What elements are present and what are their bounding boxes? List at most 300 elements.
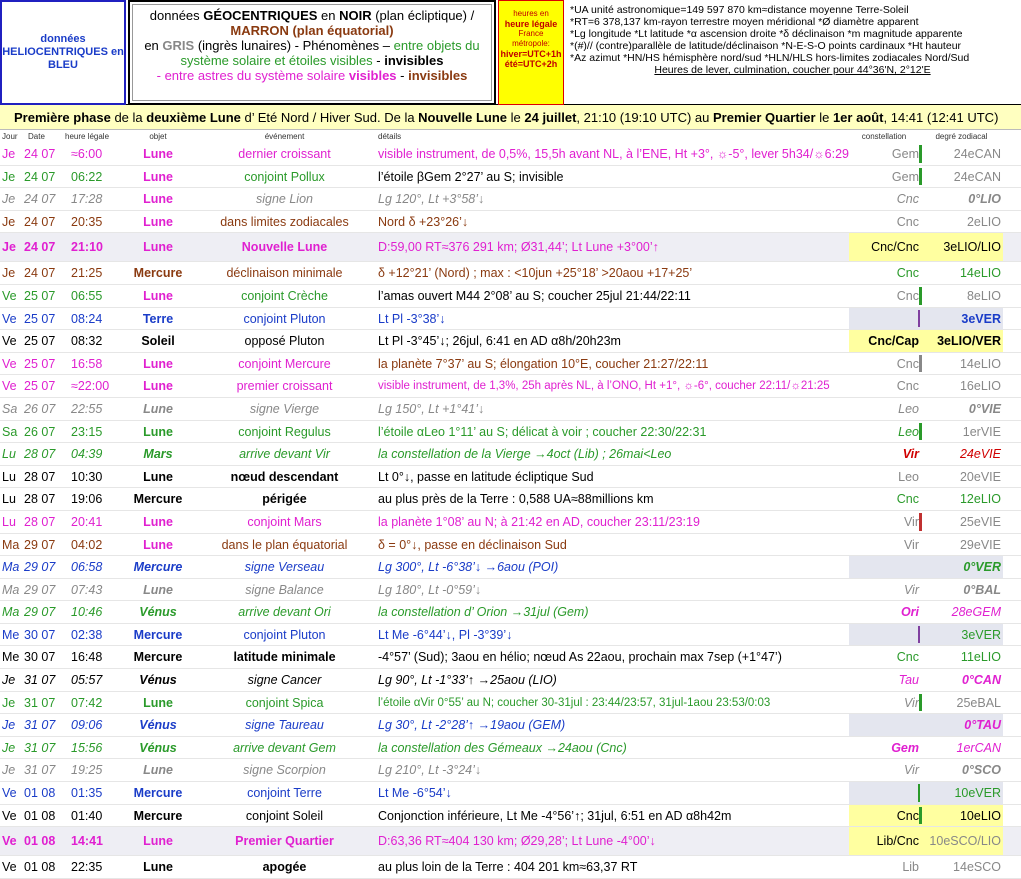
cell-day: Ma <box>2 605 20 620</box>
cell-date: 01 08 <box>24 786 56 801</box>
cell-deg: 24eVIE <box>959 447 1001 462</box>
cell-time: 23:15 <box>71 424 103 439</box>
cell-det: visible instrument, de 1,3%, 25h après NL, à l’ONO, Ht +1°, ☼-6°, coucher 22:11/☼21:25 <box>378 380 830 393</box>
cell-con: Cnc <box>896 379 919 394</box>
cell-obj: Mercure <box>133 786 183 801</box>
cell-time: 01:40 <box>71 808 103 823</box>
cell-obj: Lune <box>143 537 173 552</box>
cell-evt: signe Scorpion <box>243 763 326 778</box>
cell-det: Nord δ +23°26’↓ <box>378 214 469 229</box>
cell-con: Vir <box>849 511 922 533</box>
cell-deg: 10eVER <box>922 782 1003 804</box>
marker-bar <box>918 310 920 328</box>
column-headers: Jour Date heure légale objet événement détails constellation degré zodiacal <box>2 132 988 141</box>
cell-obj: Mercure <box>133 808 183 823</box>
cell-obj: Mercure <box>133 627 183 642</box>
cell-deg: 0°VIE <box>968 401 1001 416</box>
cell-obj: Terre <box>142 311 174 326</box>
cell-date: 29 07 <box>24 560 56 575</box>
marker-bar <box>919 168 922 186</box>
table-row <box>0 856 1021 879</box>
cell-evt: conjoint Mars <box>247 514 322 529</box>
cell-evt: Nouvelle Lune <box>241 240 328 255</box>
cell-time: 21:25 <box>71 266 103 281</box>
cell-time: 16:48 <box>71 650 103 665</box>
cell-evt: signe Lion <box>256 192 313 207</box>
cell-det: Lt Pl -3°38’↓ <box>378 311 446 326</box>
cell-day: Ma <box>2 537 20 552</box>
cell-obj: Lune <box>143 214 173 229</box>
cell-det: D:63,36 RT≈404 130 km; Ø29,28’; Lt Lune -4°00’↓ <box>378 834 656 849</box>
table-row <box>0 488 1021 511</box>
cell-obj: Mars <box>143 447 173 462</box>
cell-con: Leo <box>849 421 922 443</box>
cell-con: Leo <box>898 401 919 416</box>
cell-day: Ve <box>2 860 17 875</box>
cell-time: 08:24 <box>71 311 103 326</box>
cell-deg: 25eVIE <box>959 514 1001 529</box>
table-row <box>0 692 1021 715</box>
cell-evt: dans le plan équatorial <box>221 537 348 552</box>
cell-deg: 0°TAU <box>922 714 1003 736</box>
cell-obj: Vénus <box>139 740 177 755</box>
cell-det: la constellation des Gémeaux →24aou (Cnc) <box>378 740 627 755</box>
cell-obj: Mercure <box>133 266 183 281</box>
cell-time: 07:42 <box>71 695 103 710</box>
cell-con: Cnc <box>849 353 922 375</box>
cell-obj: Mercure <box>133 650 183 665</box>
table-row <box>0 211 1021 234</box>
cell-day: Ve <box>2 379 17 394</box>
cell-date: 01 08 <box>24 860 56 875</box>
cell-deg: 16eLIO <box>959 379 1001 394</box>
cell-deg: 20eVIE <box>959 469 1001 484</box>
table-row <box>0 330 1021 353</box>
cell-con: Vir <box>903 537 919 552</box>
cell-day: Ma <box>2 560 20 575</box>
cell-con: Vir <box>902 447 919 462</box>
cell-time: 06:58 <box>71 560 103 575</box>
cell-deg: 10eLIO <box>922 805 1003 827</box>
cell-deg: 3eLIO/LIO <box>922 233 1003 261</box>
cell-deg: 28eGEM <box>951 605 1001 620</box>
cell-con: Cnc <box>849 285 922 307</box>
cell-time: 06:22 <box>71 169 103 184</box>
cell-date: 28 07 <box>24 514 56 529</box>
cell-evt: conjoint Pollux <box>244 169 325 184</box>
abbrev-legend: *UA unité astronomique=149 597 870 km≈distance moyenne Terre-Soleil *RT=6 378,137 km-rayon terrestre moyen méridional *Ø diamètre apparent *Lg longitude *Lt latitude *α ascension droite *δ déclinaison *m magnitude apparente *(#)// (contre)parallèle de latitude/déclinaison *N-E-S-O points cardinaux *Ht hauteur *Az azimut *HN/HS hémisphère nord/sud *HLN/HLS hors-limites zodiacales Nord/Sud Heures de lever, culmination, coucher pour 44°36'N, 2°12'E <box>570 4 970 76</box>
cell-date: 25 07 <box>24 334 56 349</box>
cell-evt: déclinaison minimale <box>226 266 343 281</box>
cell-evt: conjoint Crèche <box>241 288 328 303</box>
cell-evt: conjoint Soleil <box>245 808 324 823</box>
cell-det: δ = 0°↓, passe en déclinaison Sud <box>378 537 567 552</box>
cell-day: Je <box>2 266 16 281</box>
cell-time: ≈6:00 <box>71 147 103 161</box>
table-row <box>0 737 1021 760</box>
cell-time: 04:39 <box>71 447 103 462</box>
cell-date: 26 07 <box>24 401 56 416</box>
table-row <box>0 624 1021 647</box>
cell-time: 10:30 <box>71 469 103 484</box>
cell-con <box>849 782 922 804</box>
cell-det: Lg 300°, Lt -6°38’↓ →6aou (POI) <box>378 560 559 575</box>
cell-day: Je <box>2 673 16 688</box>
cell-day: Je <box>2 740 16 755</box>
cell-obj: Vénus <box>139 673 177 688</box>
table-row <box>0 511 1021 534</box>
cell-date: 28 07 <box>24 469 56 484</box>
cell-date: 24 07 <box>24 240 56 255</box>
marker-bar <box>919 287 922 305</box>
cell-evt: signe Vierge <box>249 401 320 416</box>
cell-day: Lu <box>2 447 16 462</box>
cell-day: Je <box>2 695 16 710</box>
cell-time: 19:06 <box>71 492 103 507</box>
cell-obj: Vénus <box>139 605 177 620</box>
cell-obj: Lune <box>143 695 173 710</box>
table-row <box>0 714 1021 737</box>
table-row <box>0 398 1021 421</box>
cell-evt: conjoint Regulus <box>238 424 331 439</box>
cell-evt: signe Verseau <box>244 560 325 575</box>
cell-time: 06:55 <box>71 288 103 303</box>
cell-det: Lg 120°, Lt +3°58’↓ <box>378 192 485 207</box>
table-row <box>0 143 1021 166</box>
cell-date: 31 07 <box>24 740 56 755</box>
cell-det: Lg 210°, Lt -3°24’↓ <box>378 763 482 778</box>
cell-con: Lib <box>902 860 919 875</box>
cell-time: ≈22:00 <box>71 379 110 394</box>
cell-day: Je <box>2 169 16 184</box>
cell-evt: conjoint Terre <box>247 786 322 801</box>
cell-con: Cnc <box>896 266 919 281</box>
cell-day: Ve <box>2 356 17 371</box>
cell-det: l’étoile αLeo 1°11’ au S; délicat à voir ; coucher 22:30/22:31 <box>378 424 707 439</box>
cell-deg: 29eVIE <box>959 537 1001 552</box>
cell-det: Lt Me -6°54’↓ <box>378 786 452 801</box>
cell-date: 28 07 <box>24 447 56 462</box>
marker-bar <box>918 784 920 802</box>
cell-con: Gem <box>849 143 922 165</box>
table-row <box>0 556 1021 579</box>
cell-deg: 3eLIO/VER <box>922 330 1003 352</box>
cell-det: l’amas ouvert M44 2°08’ au S; coucher 25jul 21:44/22:11 <box>378 288 691 303</box>
cell-deg: 25eBAL <box>956 695 1001 710</box>
cell-det: Lg 180°, Lt -0°59’↓ <box>378 582 482 597</box>
cell-date: 28 07 <box>24 492 56 507</box>
cell-date: 24 07 <box>24 214 56 229</box>
helio-legend: données HELIOCENTRIQUES en BLEU <box>0 0 126 105</box>
cell-obj: Lune <box>143 356 173 371</box>
cell-time: 04:02 <box>71 537 103 552</box>
cell-con: Cnc/Cap <box>849 330 922 352</box>
marker-bar <box>918 626 920 644</box>
cell-con: Cnc <box>849 805 922 827</box>
cell-date: 29 07 <box>24 582 56 597</box>
cell-day: Ve <box>2 334 17 349</box>
table-row <box>0 233 1021 262</box>
cell-con <box>849 308 922 330</box>
cell-obj: Vénus <box>139 718 177 733</box>
cell-deg: 2eLIO <box>966 214 1001 229</box>
cell-day: Me <box>2 650 20 665</box>
cell-time: 17:28 <box>71 192 103 207</box>
cell-deg: 24eCAN <box>953 169 1001 184</box>
cell-time: 08:32 <box>71 334 103 349</box>
cell-deg: 1erCAN <box>956 740 1001 755</box>
cell-day: Ma <box>2 582 20 597</box>
cell-time: 21:10 <box>71 240 103 255</box>
cell-obj: Lune <box>143 514 173 529</box>
cell-obj: Soleil <box>141 334 175 349</box>
cell-day: Sa <box>2 424 18 439</box>
cell-obj: Lune <box>143 147 173 161</box>
cell-day: Ve <box>2 288 17 303</box>
cell-con: Cnc <box>896 214 919 229</box>
cell-date: 31 07 <box>24 763 56 778</box>
cell-deg: 24eCAN <box>953 147 1001 161</box>
cell-deg: 0°SCO <box>961 763 1001 778</box>
table-row <box>0 805 1021 828</box>
cell-date: 24 07 <box>24 192 56 207</box>
phase-banner: Première phase de la deuxième Lune d’ Eté Nord / Hiver Sud. De la Nouvelle Lune le 24 juillet, 21:10 (19:10 UTC) au Premier Quartier le 1er août, 14:41 (12:41 UTC) <box>0 105 1021 130</box>
cell-deg: 3eVER <box>922 308 1003 330</box>
cell-time: 14:41 <box>71 834 103 849</box>
cell-con: Lib/Cnc <box>849 827 922 855</box>
cell-day: Je <box>2 240 16 255</box>
cell-con <box>849 624 922 646</box>
cell-evt: signe Taureau <box>245 718 324 733</box>
table-row <box>0 262 1021 285</box>
cell-date: 25 07 <box>24 356 56 371</box>
table-row <box>0 601 1021 624</box>
cell-time: 20:35 <box>71 214 103 229</box>
table-row <box>0 188 1021 211</box>
cell-det: la constellation d’ Orion →31jul (Gem) <box>378 605 589 620</box>
cell-evt: signe Cancer <box>247 673 322 688</box>
marker-bar <box>919 513 922 531</box>
table-row <box>0 353 1021 376</box>
cell-date: 31 07 <box>24 673 56 688</box>
cell-con: Leo <box>898 469 919 484</box>
cell-day: Je <box>2 192 16 207</box>
cell-date: 30 07 <box>24 627 56 642</box>
cell-det: l’étoile βGem 2°27’ au S; invisible <box>378 169 564 184</box>
cell-date: 29 07 <box>24 605 56 620</box>
cell-time: 10:46 <box>71 605 103 620</box>
cell-date: 25 07 <box>24 379 56 394</box>
table-row <box>0 166 1021 189</box>
cell-obj: Lune <box>143 169 173 184</box>
cell-con: Cnc <box>896 192 919 207</box>
cell-evt: Premier Quartier <box>235 834 334 849</box>
cell-det: Conjonction inférieure, Lt Me -4°56’↑; 31jul, 6:51 en AD α8h42m <box>378 808 732 823</box>
cell-deg: 14eLIO <box>959 266 1001 281</box>
cell-deg: 11eLIO <box>960 650 1001 665</box>
cell-obj: Lune <box>143 469 173 484</box>
cell-time: 07:43 <box>71 582 103 597</box>
cell-det: Lt Me -6°44’↓, Pl -3°39’↓ <box>378 627 513 642</box>
cell-time: 22:55 <box>71 401 103 416</box>
cell-evt: signe Balance <box>245 582 324 597</box>
cell-day: Ve <box>2 808 17 823</box>
cell-deg: 3eVER <box>922 624 1003 646</box>
cell-date: 29 07 <box>24 537 56 552</box>
cell-evt: arrive devant Gem <box>233 740 336 755</box>
table-row <box>0 285 1021 308</box>
cell-evt: arrive devant Ori <box>238 605 331 620</box>
cell-deg: 0°BAL <box>963 582 1001 597</box>
cell-deg: 0°LIO <box>968 192 1001 207</box>
cell-time: 02:38 <box>71 627 103 642</box>
cell-time: 01:35 <box>71 786 103 801</box>
cell-obj: Lune <box>143 582 173 597</box>
cell-date: 24 07 <box>24 266 56 281</box>
cell-con: Tau <box>898 673 919 688</box>
cell-day: Je <box>2 147 16 161</box>
cell-deg: 1erVIE <box>962 424 1001 439</box>
cell-date: 31 07 <box>24 718 56 733</box>
table-row <box>0 759 1021 782</box>
cell-obj: Lune <box>143 763 173 778</box>
cell-det: Lt Pl -3°45’↓; 26jul, 6:41 en AD α8h/20h23m <box>378 334 621 349</box>
table-row <box>0 534 1021 557</box>
cell-time: 20:41 <box>71 514 103 529</box>
cell-date: 25 07 <box>24 311 56 326</box>
cell-det: Lt 0°↓, passe en latitude écliptique Sud <box>378 469 594 484</box>
table-row <box>0 646 1021 669</box>
cell-day: Ve <box>2 311 17 326</box>
marker-bar <box>919 423 922 441</box>
cell-evt: premier croissant <box>236 379 333 394</box>
cell-time: 16:58 <box>71 356 103 371</box>
table-row <box>0 827 1021 856</box>
cell-evt: opposé Pluton <box>244 334 325 349</box>
cell-con <box>849 556 922 578</box>
cell-time: 19:25 <box>71 763 103 778</box>
cell-obj: Mercure <box>133 560 183 575</box>
cell-obj: Lune <box>143 379 173 394</box>
cell-con: Vir <box>903 582 919 597</box>
cell-obj: Lune <box>143 240 173 255</box>
table-row <box>0 579 1021 602</box>
cell-obj: Lune <box>143 860 173 875</box>
cell-evt: périgée <box>262 492 307 507</box>
cell-date: 26 07 <box>24 424 56 439</box>
table-row <box>0 782 1021 805</box>
cell-det: Lg 150°, Lt +1°41’↓ <box>378 401 485 416</box>
header <box>0 0 1021 105</box>
cell-det: au plus près de la Terre : 0,588 UA≈88millions km <box>378 492 654 507</box>
cell-day: Ve <box>2 834 17 849</box>
cell-evt: conjoint Spica <box>245 695 324 710</box>
cell-day: Me <box>2 627 20 642</box>
marker-bar <box>919 355 922 373</box>
cell-day: Je <box>2 718 16 733</box>
time-legend: heures en heure légale France métropole: hiver=UTC+1h été=UTC+2h <box>498 0 564 105</box>
ephemeris-table <box>0 143 1021 879</box>
cell-evt: dernier croissant <box>238 147 331 161</box>
cell-det: Lg 30°, Lt -2°28’↑ →19aou (GEM) <box>378 718 566 733</box>
cell-obj: Lune <box>143 424 173 439</box>
cell-det: l’étoile αVir 0°55’ au N; coucher 30-31jul : 23:44/23:57, 31jul-1aou 23:53/0:03 <box>378 696 771 709</box>
geo-legend: données GÉOCENTRIQUES en NOIR (plan écliptique) / MARRON (plan équatorial) en GRIS (ingrès lunaires) - Phénomènes – entre objets du système solaire et étoiles visibles - invisibles - entre astres du système solaire visibles - invisibles <box>128 0 496 105</box>
cell-obj: Lune <box>143 288 173 303</box>
cell-evt: apogée <box>262 860 307 875</box>
table-row <box>0 308 1021 331</box>
cell-date: 01 08 <box>24 808 56 823</box>
cell-obj: Lune <box>143 192 173 207</box>
cell-evt: latitude minimale <box>233 650 336 665</box>
cell-det: la planète 7°37’ au S; élongation 10°E, coucher 21:27/22:11 <box>378 356 709 371</box>
cell-evt: nœud descendant <box>230 469 339 484</box>
cell-det: visible instrument, de 0,5%, 15,5h avant NL, à l’ENE, Ht +3°, ☼-5°, lever 5h34/☼6:29 <box>378 147 849 161</box>
cell-deg: 8eLIO <box>966 288 1001 303</box>
cell-det: la planète 1°08’ au N; à 21:42 en AD, coucher 23:11/23:19 <box>378 514 700 529</box>
cell-time: 09:06 <box>71 718 103 733</box>
table-row <box>0 421 1021 444</box>
cell-con: Cnc <box>896 650 919 665</box>
cell-obj: Lune <box>143 834 173 849</box>
table-row <box>0 443 1021 466</box>
cell-deg: 14eSCO <box>953 860 1001 875</box>
cell-con: Vir <box>849 692 922 714</box>
cell-date: 24 07 <box>24 169 56 184</box>
cell-day: Sa <box>2 401 18 416</box>
cell-deg: 0°CAN <box>961 673 1001 688</box>
cell-date: 24 07 <box>24 147 56 161</box>
cell-con: Gem <box>891 740 919 755</box>
cell-evt: conjoint Mercure <box>238 356 331 371</box>
cell-det: Lg 90°, Lt -1°33’↑ →25aou (LIO) <box>378 673 557 688</box>
cell-day: Lu <box>2 514 16 529</box>
cell-con: Cnc <box>896 492 919 507</box>
table-row <box>0 669 1021 692</box>
cell-det: D:59,00 RT≈376 291 km; Ø31,44’; Lt Lune +3°00’↑ <box>378 240 659 255</box>
cell-evt: conjoint Pluton <box>243 311 326 326</box>
cell-day: Je <box>2 763 16 778</box>
cell-date: 25 07 <box>24 288 56 303</box>
cell-det: la constellation de la Vierge →4oct (Lib) ; 26mai<Leo <box>378 447 672 462</box>
cell-evt: dans limites zodiacales <box>220 214 349 229</box>
table-row <box>0 466 1021 489</box>
cell-day: Je <box>2 214 16 229</box>
cell-time: 22:35 <box>71 860 103 875</box>
cell-time: 15:56 <box>71 740 103 755</box>
cell-con <box>849 714 922 736</box>
cell-deg: 0°VER <box>922 556 1003 578</box>
cell-obj: Lune <box>143 401 173 416</box>
cell-date: 31 07 <box>24 695 56 710</box>
cell-det: -4°57’ (Sud); 3aou en hélio; nœud As 22aou, prochain max 7sep (+1°47’) <box>378 650 782 665</box>
marker-bar <box>919 694 922 712</box>
cell-con: Cnc/Cnc <box>849 233 922 261</box>
cell-deg: 10eSCO/LIO <box>922 827 1003 855</box>
cell-date: 30 07 <box>24 650 56 665</box>
cell-day: Ve <box>2 786 17 801</box>
cell-con: Vir <box>903 763 919 778</box>
cell-det: au plus loin de la Terre : 404 201 km≈63,37 RT <box>378 860 638 875</box>
cell-deg: 12eLIO <box>959 492 1001 507</box>
cell-det: δ +12°21’ (Nord) ; max : <10jun +25°18’ >20aou +17+25’ <box>378 266 693 281</box>
cell-time: 05:57 <box>71 673 103 688</box>
cell-obj: Mercure <box>133 492 183 507</box>
cell-evt: conjoint Pluton <box>243 627 326 642</box>
marker-bar <box>919 145 922 163</box>
cell-date: 01 08 <box>24 834 56 849</box>
cell-con: Gem <box>849 166 922 188</box>
